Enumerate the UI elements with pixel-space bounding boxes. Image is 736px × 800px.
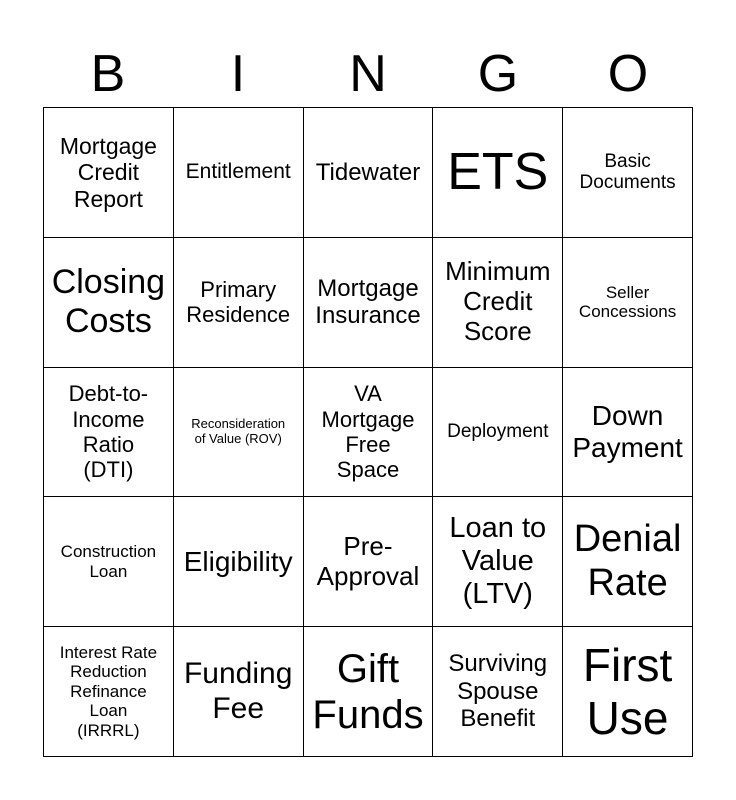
bingo-cell[interactable]: [174, 238, 304, 368]
bingo-cell[interactable]: [44, 368, 174, 498]
cell-text: Mortgage Credit Report: [59, 132, 157, 212]
cell-text: Pre- Approval: [316, 530, 420, 591]
bingo-cell[interactable]: [433, 368, 563, 498]
bingo-header: [43, 40, 693, 108]
cell-text: Construction Loan: [60, 542, 157, 581]
cell-text: Debt-to- Income Ratio (DTI): [68, 381, 149, 483]
cell-text: Surviving Spouse Benefit: [448, 650, 548, 733]
cell-text: Denial Rate: [573, 518, 682, 604]
cell-text: ETS: [447, 142, 549, 201]
bingo-cell[interactable]: [44, 108, 174, 238]
bingo-cell[interactable]: [433, 108, 563, 238]
bingo-cell[interactable]: [174, 497, 304, 627]
bingo-cell[interactable]: [563, 108, 693, 238]
bingo-cell[interactable]: [563, 497, 693, 627]
bingo-cell[interactable]: [304, 497, 434, 627]
cell-text: Interest Rate Reduction Refinance Loan (IRRRL): [59, 642, 158, 740]
bingo-cell[interactable]: [433, 627, 563, 757]
bingo-cell[interactable]: [44, 627, 174, 757]
cell-text: Mortgage Insurance: [315, 274, 421, 330]
header-letter-g: G: [477, 45, 519, 103]
cell-text: Eligibility: [183, 545, 293, 577]
bingo-card-grid: [43, 107, 693, 757]
cell-text: First Use: [582, 638, 673, 744]
cell-text: Entitlement: [185, 160, 291, 184]
cell-text: Loan to Value (LTV): [449, 511, 547, 611]
header-letter-n: N: [349, 45, 387, 103]
bingo-cell[interactable]: [563, 627, 693, 757]
bingo-cell[interactable]: [563, 238, 693, 368]
cell-text: Basic Documents: [579, 150, 676, 194]
bingo-cell[interactable]: [174, 108, 304, 238]
cell-text: Seller Concessions: [578, 282, 677, 322]
bingo-cell[interactable]: [433, 238, 563, 368]
header-letter-i: I: [230, 45, 246, 103]
header-letter-b: B: [90, 45, 126, 103]
cell-text: Primary Residence: [186, 276, 291, 328]
cell-text: Tidewater: [315, 158, 421, 186]
header-letter-o: O: [607, 45, 649, 103]
cell-text: Closing Costs: [51, 263, 166, 341]
bingo-cell[interactable]: [304, 238, 434, 368]
bingo-cell[interactable]: [304, 368, 434, 498]
cell-text: Deployment: [447, 421, 549, 443]
bingo-cell[interactable]: [44, 238, 174, 368]
cell-text: Funding Fee: [183, 657, 293, 725]
bingo-cell[interactable]: [433, 497, 563, 627]
cell-text: Minimum Credit Score: [445, 256, 551, 347]
bingo-cell[interactable]: [174, 627, 304, 757]
cell-text: Reconsideration of Value (ROV): [191, 416, 286, 446]
cell-text: VA Mortgage Free Space: [321, 381, 415, 483]
bingo-cell[interactable]: [304, 108, 434, 238]
bingo-cell[interactable]: [174, 368, 304, 498]
cell-text: Down Payment: [572, 399, 683, 463]
bingo-cell[interactable]: [563, 368, 693, 498]
cell-text: Gift Funds: [312, 646, 424, 737]
bingo-cell[interactable]: [44, 497, 174, 627]
bingo-cell[interactable]: [304, 627, 434, 757]
